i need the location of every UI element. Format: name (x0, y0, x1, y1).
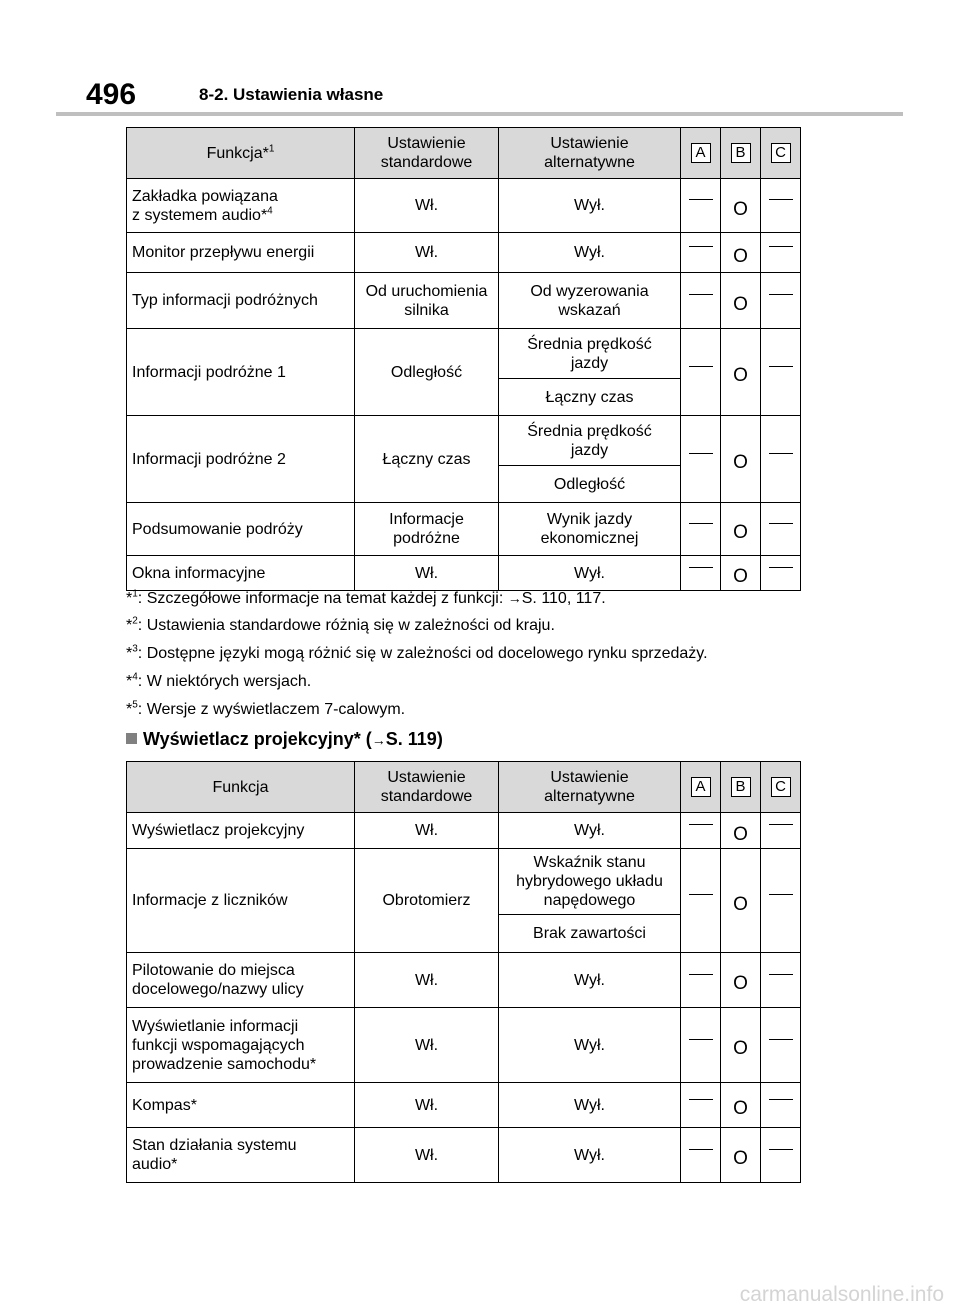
header-badge-a: A (681, 762, 721, 813)
alternative-cell: Od wyzerowania wskazań (499, 273, 681, 329)
mark-a (681, 849, 721, 953)
header-badge-c: C (761, 128, 801, 179)
table-row (127, 179, 801, 233)
default-cell: Wł. (355, 233, 499, 273)
function-cell: Okna informacyjne (127, 556, 355, 591)
alternative-cell: Wył. (499, 179, 681, 233)
default-cell: Wł. (355, 953, 499, 1008)
table-row (127, 813, 801, 849)
mark-b: O (721, 273, 761, 329)
function-cell: Podsumowanie podróży (127, 503, 355, 556)
function-cell: Monitor przepływu energii (127, 233, 355, 273)
table-row (127, 503, 801, 556)
mark-a (681, 416, 721, 503)
function-cell: Informacji podróżne 2 (127, 416, 355, 503)
header-alternative: Ustawienie alternatywne (499, 762, 681, 813)
mark-c (761, 1128, 801, 1183)
table-row (127, 953, 801, 1008)
function-cell: Kompas* (127, 1083, 355, 1128)
table-row (127, 329, 801, 379)
default-cell: Od uruchomienia silnika (355, 273, 499, 329)
mark-c (761, 273, 801, 329)
table-row (127, 233, 801, 273)
alternative-cell: Wskaźnik stanu hybrydowego układu napędowego (499, 849, 681, 915)
function-cell: Stan działania systemu audio* (127, 1128, 355, 1183)
mark-a (681, 233, 721, 273)
function-cell: Informacji podróżne 1 (127, 329, 355, 416)
mark-a (681, 1083, 721, 1128)
header-badge-a: A (681, 128, 721, 179)
mark-a (681, 179, 721, 233)
table-row (127, 1083, 801, 1128)
default-cell: Obrotomierz (355, 849, 499, 953)
header-default: Ustawienie standardowe (355, 762, 499, 813)
page-number: 496 (86, 78, 137, 111)
default-cell: Wł. (355, 556, 499, 591)
mark-b: O (721, 503, 761, 556)
mark-a (681, 329, 721, 416)
mark-a (681, 813, 721, 849)
mark-a (681, 1128, 721, 1183)
function-cell: Typ informacji podróżnych (127, 273, 355, 329)
mark-b: O (721, 1083, 761, 1128)
section-title: 8-2. Ustawienia własne (199, 85, 384, 104)
function-cell: Wyświetlacz projekcyjny (127, 813, 355, 849)
default-cell: Wł. (355, 1083, 499, 1128)
mark-a (681, 503, 721, 556)
mark-c (761, 953, 801, 1008)
alternative-cell: Średnia prędkość jazdy (499, 329, 681, 379)
default-cell: Wł. (355, 813, 499, 849)
default-cell: Wł. (355, 1128, 499, 1183)
function-cell: Pilotowanie do miejsca docelowego/nazwy ulicy (127, 953, 355, 1008)
mark-c (761, 503, 801, 556)
section-heading: Wyświetlacz projekcyjny* (→S. 119) (126, 729, 443, 750)
default-cell: Odległość (355, 329, 499, 416)
alternative-cell: Wył. (499, 233, 681, 273)
alternative-cell: Wył. (499, 1083, 681, 1128)
mark-c (761, 1083, 801, 1128)
function-cell: Wyświetlanie informacji funkcji wspomagających prowadzenie samochodu* (127, 1008, 355, 1083)
mark-a (681, 1008, 721, 1083)
mark-b: O (721, 813, 761, 849)
default-cell: Wł. (355, 1008, 499, 1083)
default-cell: Łączny czas (355, 416, 499, 503)
mark-b: O (721, 1128, 761, 1183)
alternative-cell: Wył. (499, 813, 681, 849)
mark-c (761, 416, 801, 503)
default-cell: Informacje podróżne (355, 503, 499, 556)
alternative-cell: Łączny czas (499, 379, 681, 416)
header-rule (56, 112, 903, 116)
mark-b: O (721, 416, 761, 503)
header-alternative: Ustawienie alternatywne (499, 128, 681, 179)
mark-b: O (721, 329, 761, 416)
mark-b: O (721, 179, 761, 233)
mark-b: O (721, 849, 761, 953)
mark-b: O (721, 556, 761, 591)
footnote: *$^3$: Dostępne języki mogą różnić się w zależności od docelowego rynku sprzedaży. (126, 643, 708, 662)
function-cell: Zakładka powiązana z systemem audio*$^4$ (127, 179, 355, 233)
alternative-cell: Brak zawartości (499, 915, 681, 953)
header-badge-b: B (721, 762, 761, 813)
alternative-cell: Wył. (499, 1128, 681, 1183)
function-cell: Informacje z liczników (127, 849, 355, 953)
mark-a (681, 273, 721, 329)
alternative-cell: Wynik jazdy ekonomicznej (499, 503, 681, 556)
footnotes (126, 584, 906, 724)
header-function: Funkcja (127, 762, 355, 813)
footnote: *$^4$: W niektórych wersjach. (126, 671, 312, 690)
mark-b: O (721, 953, 761, 1008)
table-row (127, 416, 801, 466)
footnote: *$^1$: Szczegółowe informacje na temat każdej z funkcji: →S. 110, 117. (126, 588, 606, 607)
table-row (127, 273, 801, 329)
footnote: *$^2$: Ustawienia standardowe różnią się w zależności od kraju. (126, 615, 555, 634)
mark-c (761, 329, 801, 416)
square-bullet-icon (126, 733, 137, 744)
table-row (127, 849, 801, 915)
mark-a (681, 953, 721, 1008)
mark-c (761, 1008, 801, 1083)
footnote: *$^5$: Wersje z wyświetlaczem 7-calowym. (126, 699, 406, 718)
settings-table-1 (126, 127, 801, 591)
mark-c (761, 849, 801, 953)
mark-c (761, 813, 801, 849)
header-default: Ustawienie standardowe (355, 128, 499, 179)
header-function: Funkcja*$^1$ (127, 128, 355, 179)
mark-c (761, 179, 801, 233)
alternative-cell: Średnia prędkość jazdy (499, 416, 681, 466)
mark-b: O (721, 233, 761, 273)
header-badge-b: B (721, 128, 761, 179)
alternative-cell: Wył. (499, 1008, 681, 1083)
alternative-cell: Wył. (499, 953, 681, 1008)
mark-b: O (721, 1008, 761, 1083)
arrow-icon: → (371, 732, 386, 748)
alternative-cell: Odległość (499, 466, 681, 503)
settings-table-2 (126, 761, 801, 1183)
default-cell: Wł. (355, 179, 499, 233)
mark-c (761, 233, 801, 273)
header-badge-c: C (761, 762, 801, 813)
alternative-cell: Wył. (499, 556, 681, 591)
watermark: carmanualsonline.info (739, 1283, 944, 1306)
table-row (127, 1128, 801, 1183)
table-row (127, 1008, 801, 1083)
